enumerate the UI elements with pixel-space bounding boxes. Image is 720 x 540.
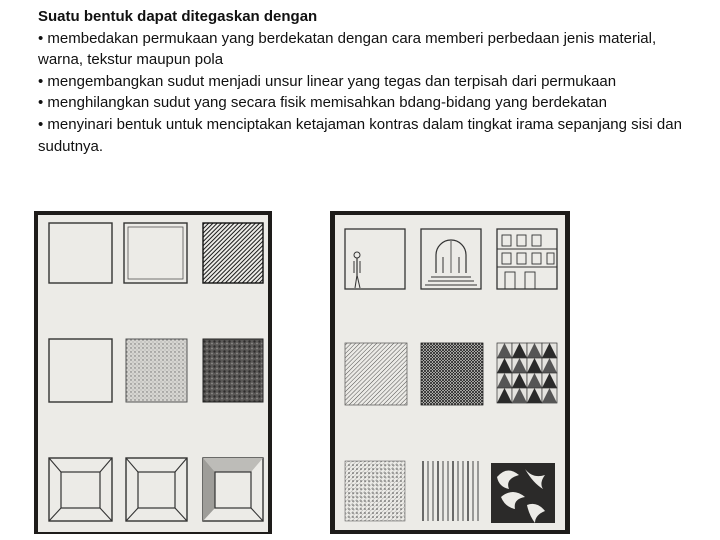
row1-building-facade-square xyxy=(497,229,557,289)
row1-square-dark xyxy=(203,223,263,283)
row1-archway-square xyxy=(421,229,481,289)
row2-square-mottled xyxy=(203,339,263,402)
row3-frame-1 xyxy=(49,458,112,521)
bullet-4: • menyinari bentuk untuk menciptakan ketajaman kontras dalam tingkat irama sepanjang sisi dan sudutnya. xyxy=(38,115,682,155)
bullet-3: • menghilangkan sudut yang secara fisik memisahkan bdang-bidang yang berdekatan xyxy=(38,94,607,112)
right-sketch-photo xyxy=(330,211,570,534)
row2-square-speckled xyxy=(126,339,187,402)
row3-curved-pattern-square xyxy=(491,463,555,523)
row1-square-double-line xyxy=(124,223,187,283)
heading: Suatu bentuk dapat ditegaskan dengan xyxy=(38,8,318,25)
left-sketch-paper xyxy=(38,215,268,532)
row3-dotted-texture-square xyxy=(345,461,405,521)
row2-triangle-grid-square xyxy=(497,343,557,403)
row3-frame-2 xyxy=(126,458,187,521)
left-sketch-photo xyxy=(34,211,272,534)
row3-vertical-lines-square xyxy=(423,461,478,521)
row2-crosshatch-square xyxy=(421,343,483,405)
row2-diagonal-hatch-square xyxy=(345,343,407,405)
text-block xyxy=(38,6,698,157)
bullet-2: • mengembangkan sudut menjadi unsur linear yang tegas dan terpisah dari permukaan xyxy=(38,72,617,90)
right-sketch-paper xyxy=(335,215,565,530)
row1-human-figure-square xyxy=(345,229,405,289)
right-sketch-drawing xyxy=(335,215,565,530)
bullet-1: • membedakan permukaan yang berdekatan dengan cara memberi perbedaan jenis material, warna, tekstur maupun pola xyxy=(38,29,657,69)
row2-square-plain xyxy=(49,339,112,402)
row1-square-plain xyxy=(49,223,112,283)
left-sketch-drawing xyxy=(38,215,268,532)
row3-frame-3 xyxy=(203,458,263,521)
